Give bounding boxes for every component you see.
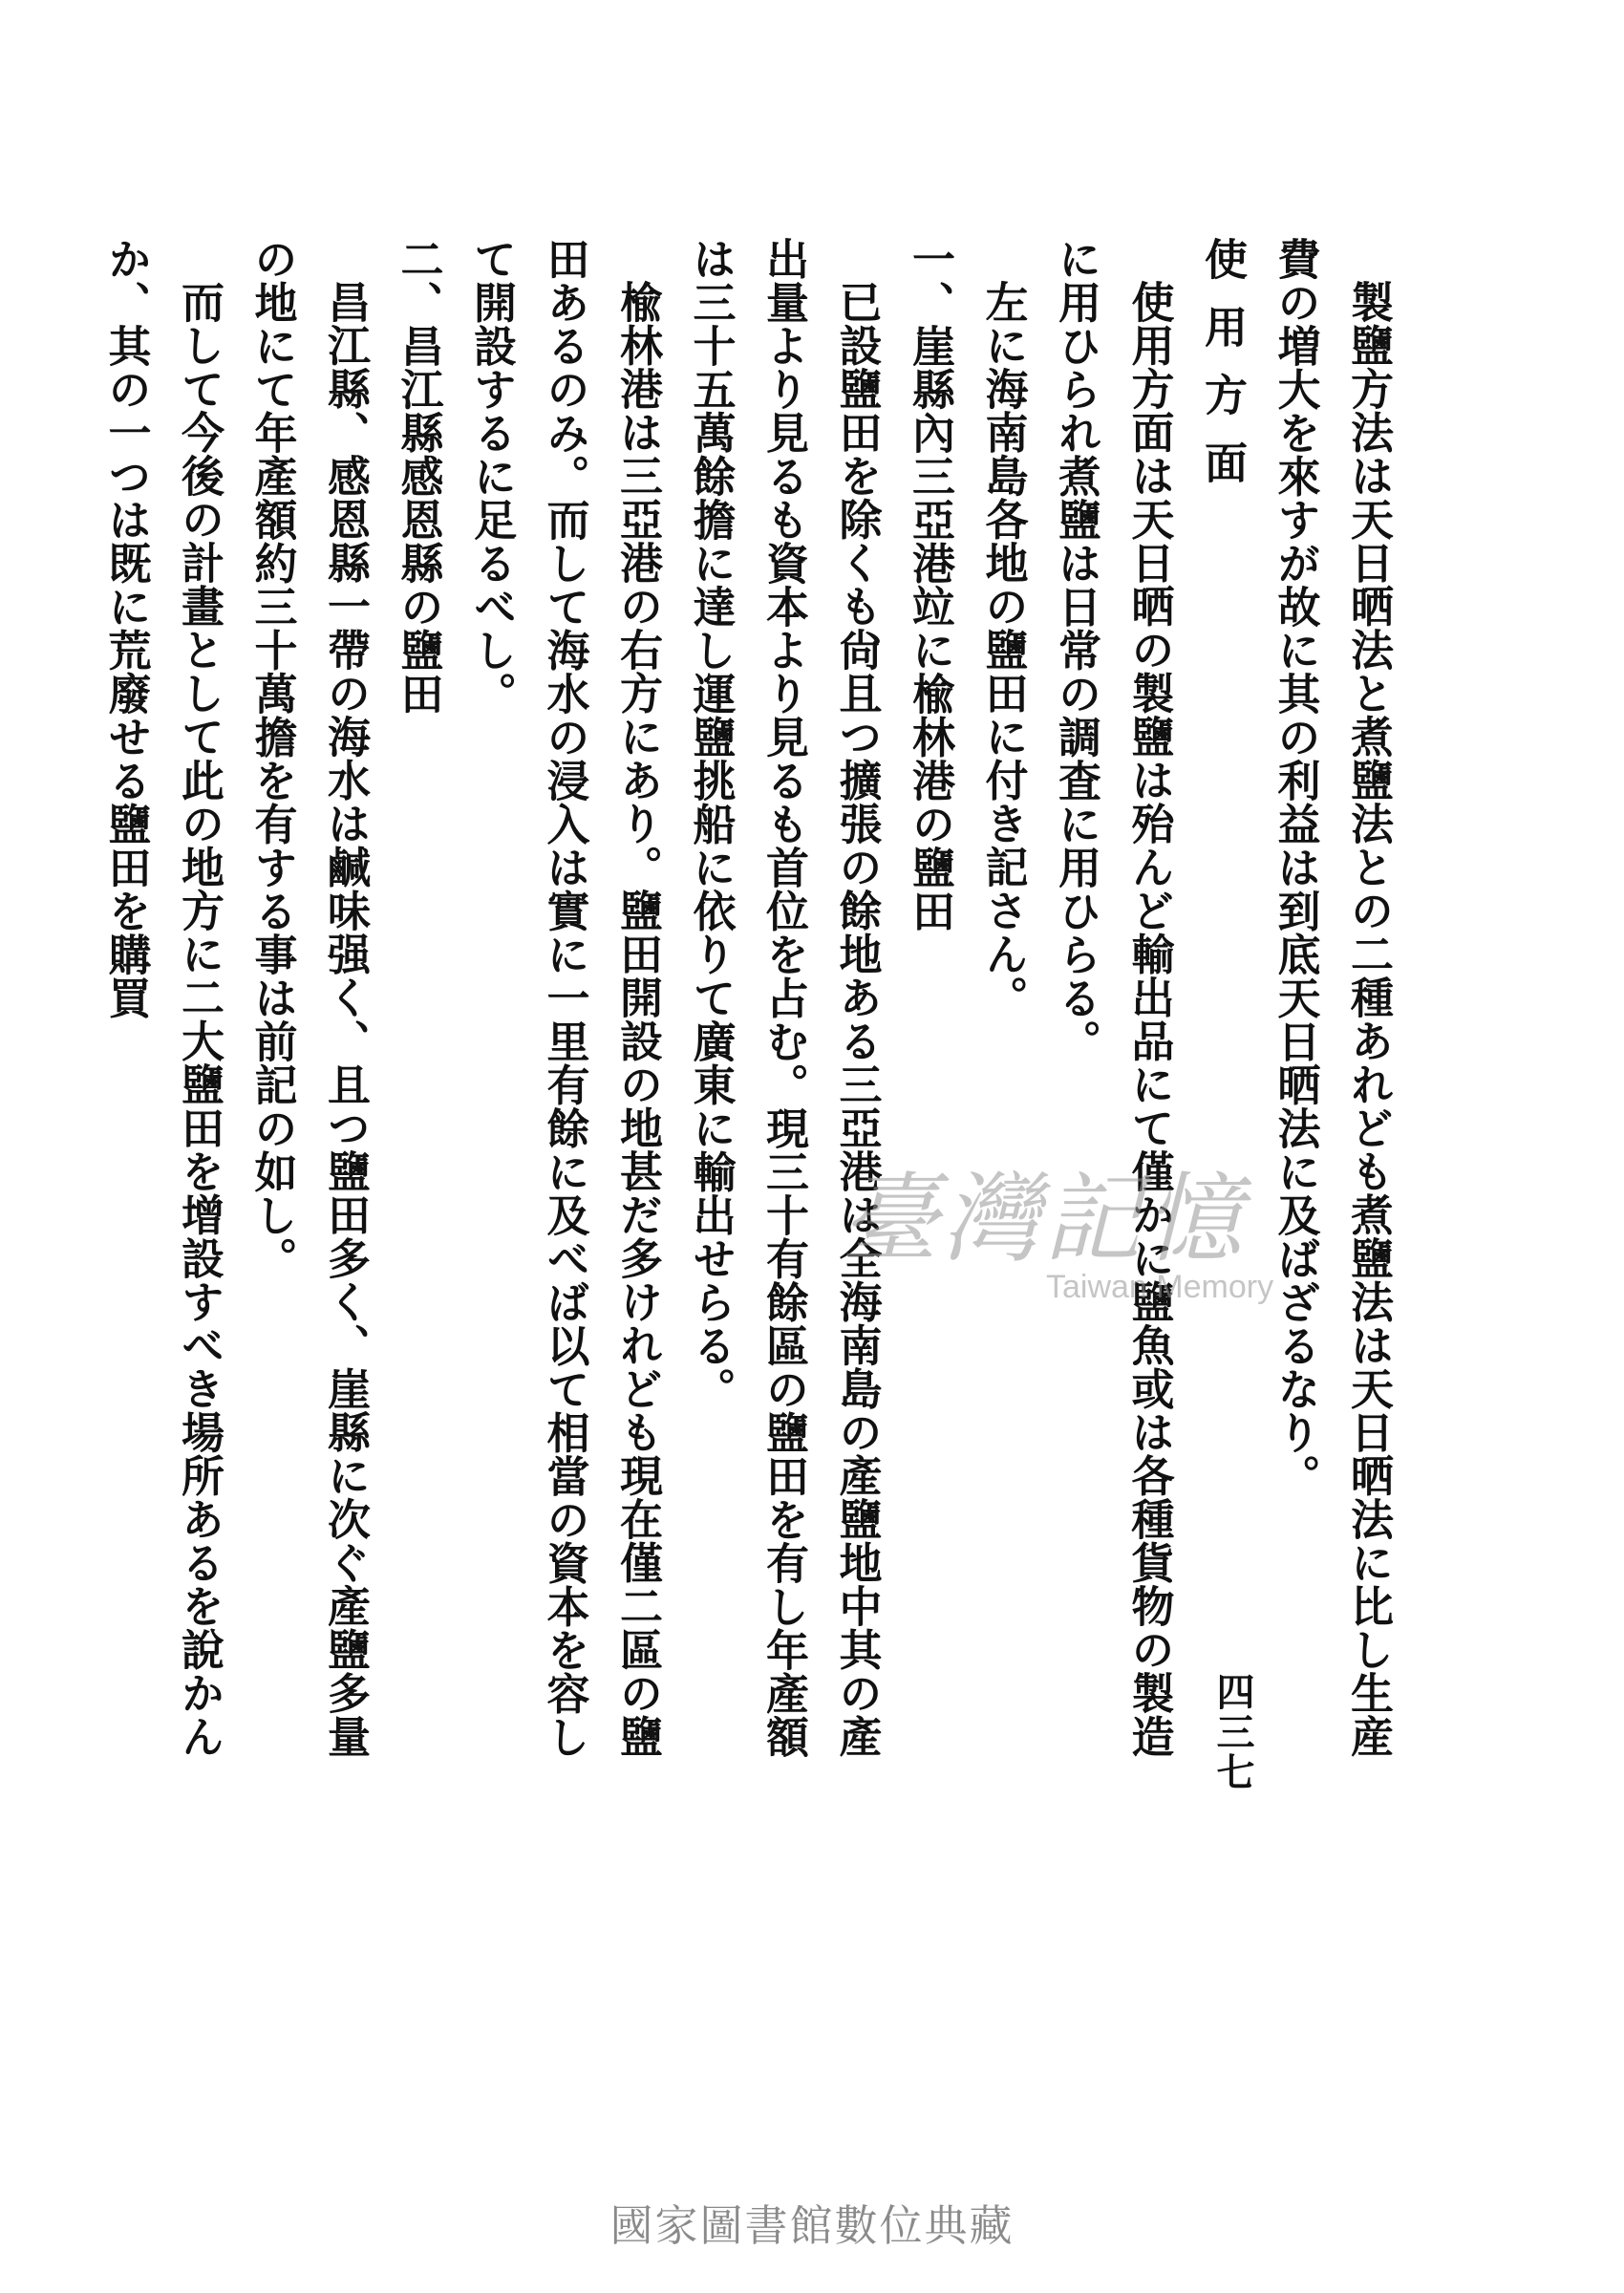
paragraph-yulin: 楡林港は三亞港の右方にあり。鹽田開設の地甚だ多けれども現在僅二區の鹽田あるのみ。而して海水の浸入は實に一里有餘に及べば以て相當の資本を容して開設するに足るべし。 <box>466 237 663 1759</box>
paragraph-salt-methods: 製鹽方法は天日晒法と煮鹽法との二種あれども煮鹽法は天日晒法に比し生産費の増大を來すが故に其の利益は到底天日晒法に及ばざるなり。 <box>1270 237 1394 1758</box>
paragraph-future-plan: 而して今後の計畫として此の地方に二大鹽田を增設すべき場所あるを說かんか、其の一つは既に荒廢せる鹽田を購買 <box>100 237 224 1758</box>
section-heading-2: 二、昌江縣感恩縣の鹽田 <box>393 237 444 716</box>
paragraph-sanya: 已設鹽田を除くも尙且つ擴張の餘地ある三亞港は全海南島の產鹽地中其の產出量より見るも資本より見るも首位を占む。現三十有餘區の鹽田を有し年產額は三十五萬餘擔に達し運鹽挑船に依りて廣東に輸出せらる。 <box>685 237 883 1759</box>
watermark-logo-subtext: Taiwan Memory <box>1046 1269 1274 1305</box>
page-number: 四三七 <box>1210 1672 1255 1792</box>
body-text <box>100 237 1404 1785</box>
footer-library-credit: 國家圖書館數位典藏 <box>609 2200 1015 2251</box>
watermark-logo: 臺灣記憶 <box>841 1163 1246 1276</box>
paragraph-changjiang: 昌江縣、感恩縣一帶の海水は鹹味强く、且つ鹽田多く、崖縣に次ぐ產鹽多量の地にて年產額約三十萬擔を有する事は前記の如し。 <box>246 237 371 1758</box>
paragraph-usage: 使用方面は天日晒の製鹽は殆んど輸出品にて僅かに鹽魚或は各種貨物の製造に用ひられ煮鹽は日常の調査に用ひらる。 <box>1051 237 1175 1758</box>
paragraph-intro-saltfields: 左に海南島各地の鹽田に付き記さん。 <box>977 280 1029 1019</box>
subheading-usage: 使用方面 <box>1197 237 1248 508</box>
section-heading-1: 一、崖縣內三亞港竝に楡林港の鹽田 <box>905 237 955 932</box>
